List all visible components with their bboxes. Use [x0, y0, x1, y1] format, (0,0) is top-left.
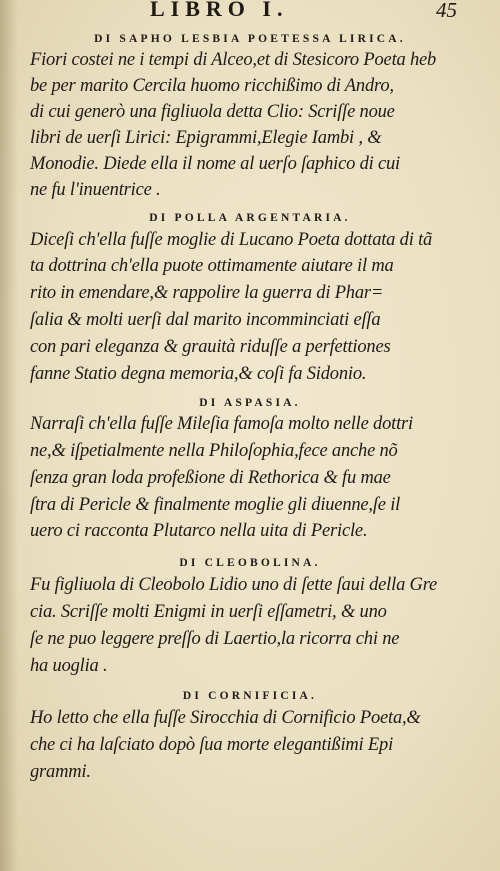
- text-line: Diceſi ch'ella fuſſe moglie di Lucano Poeta dottata di tã: [30, 230, 433, 250]
- page-number: 45: [436, 0, 457, 22]
- section-heading-sapho: DI SAPHO LESBIA POETESSA LIRICA.: [94, 33, 406, 45]
- text-line: Monodie. Diede ella il nome al uerſo ſaphico di cui: [30, 154, 400, 174]
- text-line: che ci ha laſciato dopò ſua morte elegantißimi Epi: [30, 735, 394, 755]
- text-line: ne fu l'inuentrice .: [30, 180, 161, 200]
- text-line: con pari eleganza & grauità riduſſe a perfettiones: [30, 337, 391, 357]
- running-head: [0, 0, 500, 26]
- text-line: uero ci racconta Plutarco nella uita di Pericle.: [30, 521, 368, 541]
- text-line: grammi.: [30, 762, 91, 782]
- section-heading-cleobolina: DI CLEOBOLINA.: [179, 557, 321, 569]
- text-line: ſtra di Pericle & finalmente moglie gli diuenne,ſe il: [30, 495, 401, 515]
- section-heading-aspasia: DI ASPASIA.: [199, 397, 301, 409]
- text-line: be per marito Cercila huomo ricchißimo di Andro,: [30, 76, 394, 96]
- text-line: ne,& iſpetialmente nella Philoſophia,fece anche nõ: [30, 441, 398, 461]
- text-line: rito in emendare,& rappolire la guerra di Phar=: [30, 283, 384, 303]
- running-title: LIBRO I.: [150, 0, 289, 21]
- text-line: fanne Statio degna memoria,& coſi fa Sidonio.: [30, 364, 367, 384]
- text-line: Ho letto che ella fuſſe Sirocchia di Cornificio Poeta,&: [30, 708, 421, 728]
- text-line: Fu figliuola di Cleobolo Lidio uno di ſette ſaui della Gre: [30, 575, 438, 595]
- spine-shadow: [0, 0, 18, 871]
- section-heading-polla-argentaria: DI POLLA ARGENTARIA.: [149, 212, 351, 224]
- text-line: Fiori costei ne i tempi di Alceo,et di Stesicoro Poeta heb: [30, 50, 437, 70]
- text-line: ſe ne puo leggere preſſo di Laertio,la ricorra chi ne: [30, 629, 400, 649]
- text-line: ha uoglia .: [30, 656, 108, 676]
- text-line: ſalia & molti uerſi dal marito incomminciati eſſa: [30, 310, 381, 330]
- section-heading-cornificia: DI CORNIFICIA.: [182, 690, 318, 702]
- text-line: di cui generò una figliuola detta Clio: Scriſſe noue: [30, 102, 395, 122]
- text-line: ta dottrina ch'ella puote ottimamente aiutare il ma: [30, 256, 394, 276]
- text-line: ſenza gran loda profeßione di Rethorica & fu mae: [30, 468, 391, 488]
- text-line: libri de uerſi Lirici: Epigrammi,Elegie Iambi , &: [30, 128, 382, 148]
- text-line: Narraſi ch'ella fuſſe Mileſia famoſa molto nelle dottri: [30, 414, 413, 434]
- text-line: cia. Scriſſe molti Enigmi in uerſi eſſametri, & uno: [30, 602, 387, 622]
